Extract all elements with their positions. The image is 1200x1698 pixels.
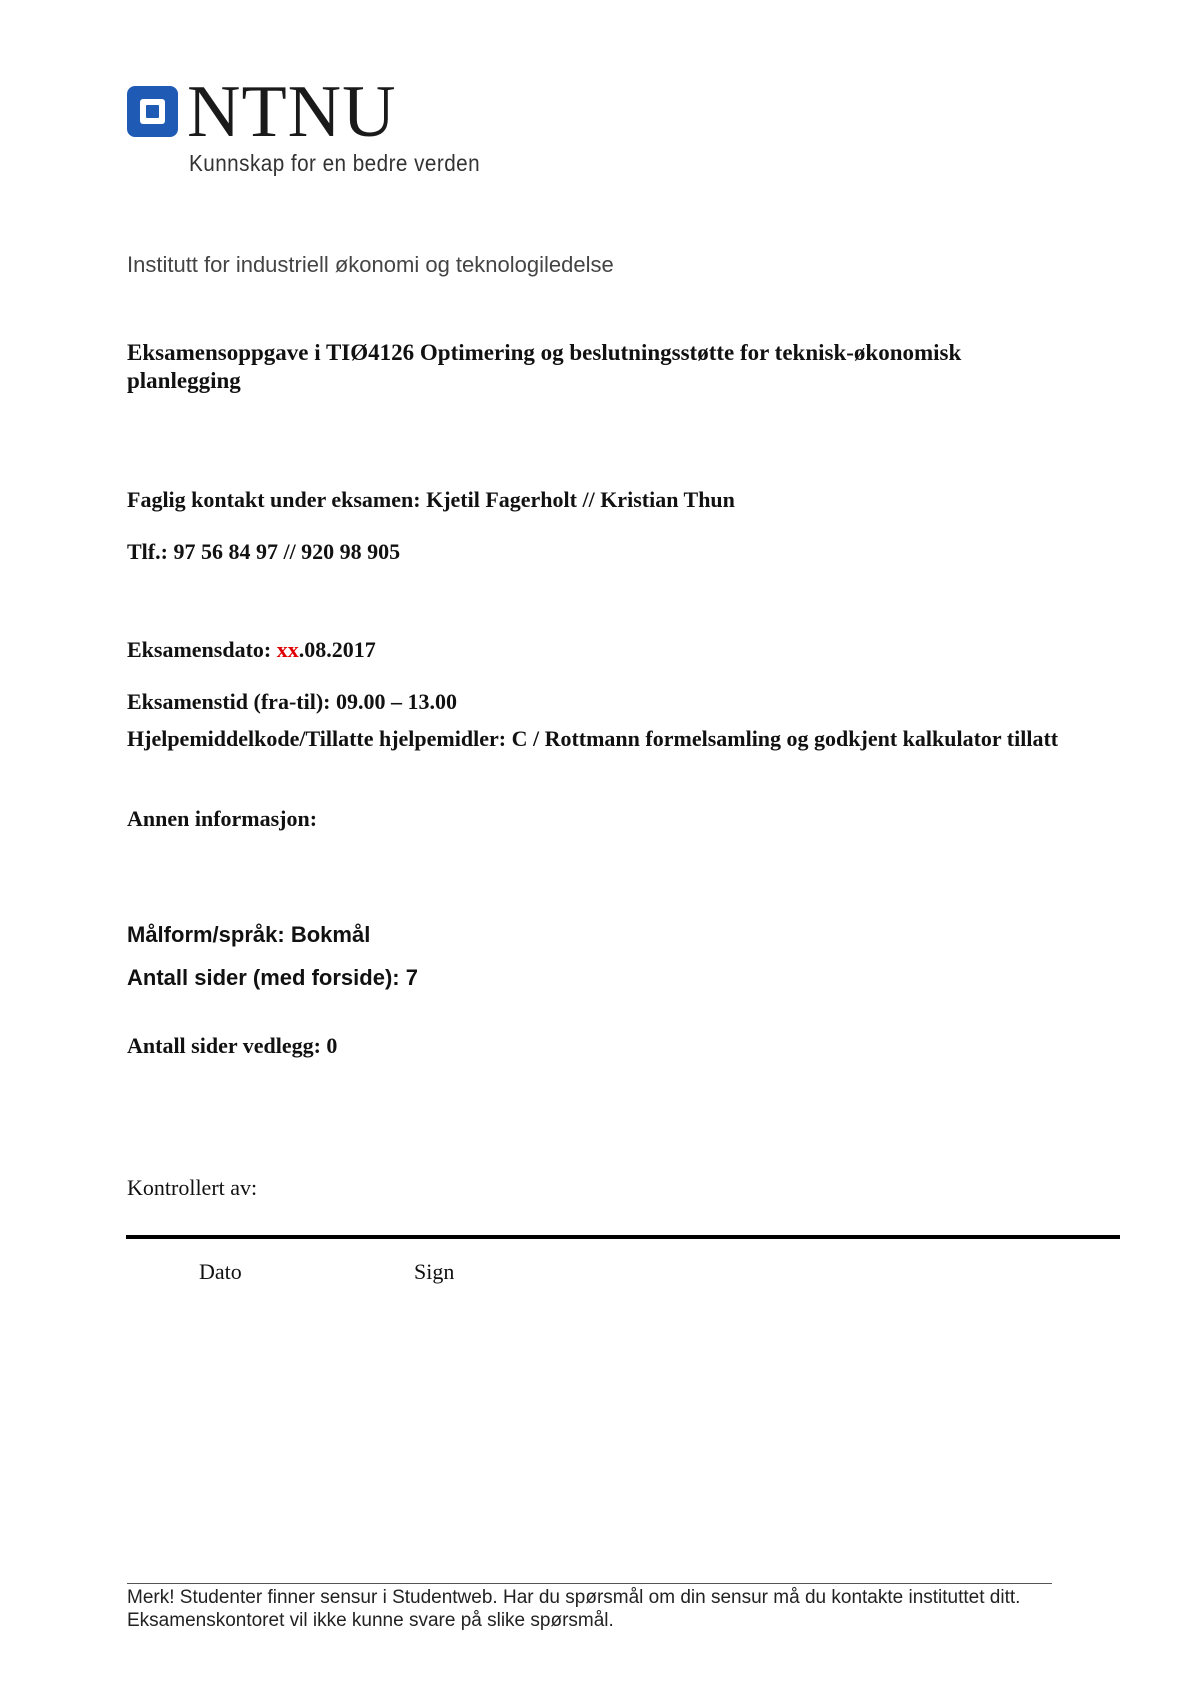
aids-value: C / Rottmann formelsamling og godkjent kalkulator tillatt: [511, 726, 1059, 751]
logo-wordmark: NTNU: [187, 71, 397, 153]
exam-date-label: Eksamensdato:: [127, 637, 272, 662]
footer-line-2: Eksamenskontoret vil ikke kunne svare på slike spørsmål.: [127, 1610, 614, 1631]
phone-label: Tlf.:: [127, 539, 168, 564]
contact-value: Kjetil Fagerholt // Kristian Thun: [426, 487, 735, 512]
exam-time-value: 09.00 – 13.00: [335, 689, 457, 714]
signature-rule: [126, 1235, 1120, 1239]
controlled-by-label: Kontrollert av:: [127, 1175, 258, 1200]
phone-line: [127, 539, 400, 565]
language-line: [127, 922, 370, 948]
phone-value: 97 56 84 97 // 920 98 905: [173, 539, 401, 564]
other-info-label: Annen informasjon:: [127, 806, 318, 831]
footer-line-1: Merk! Studenter finner sensur i Studentweb. Har du spørsmål om din sensur må du kontakte instituttet ditt.: [127, 1587, 1021, 1608]
pages-value: 7: [405, 965, 418, 990]
ntnu-logo: [127, 71, 487, 184]
other-info-line: [127, 806, 317, 832]
attachments-label: Antall sider vedlegg:: [127, 1033, 321, 1058]
exam-date-rest: .08.2017: [298, 637, 376, 662]
ntnu-logo-icon: [127, 86, 178, 137]
exam-date-placeholder: xx: [276, 637, 299, 662]
aids-label: Hjelpemiddelkode/Tillatte hjelpemidler:: [127, 726, 507, 751]
contact-label: Faglig kontakt under eksamen:: [127, 487, 421, 512]
language-value: Bokmål: [290, 922, 371, 947]
institute-name: Institutt for industriell økonomi og teknologiledelse: [127, 252, 614, 277]
sign-label: Sign: [414, 1259, 455, 1284]
exam-time-label: Eksamenstid (fra-til):: [127, 689, 331, 714]
attachments-value: 0: [326, 1033, 338, 1058]
logo-tagline: Kunnskap for en bedre verden: [189, 150, 481, 176]
footer-note: [127, 1586, 1127, 1632]
footer-rule: [127, 1583, 1052, 1584]
exam-title: Eksamensoppgave i TIØ4126 Optimering og beslutningsstøtte for teknisk-økonomisk planlegging: [127, 340, 962, 393]
pages-line: [127, 965, 418, 991]
date-label: Dato: [199, 1259, 242, 1284]
contact-line: [127, 487, 735, 513]
language-label: Målform/språk:: [127, 922, 285, 947]
attachments-line: [127, 1033, 337, 1059]
exam-time-line: [127, 689, 457, 715]
exam-date-line: [127, 637, 376, 663]
aids-line: [127, 725, 1107, 752]
pages-label: Antall sider (med forside):: [127, 965, 400, 990]
